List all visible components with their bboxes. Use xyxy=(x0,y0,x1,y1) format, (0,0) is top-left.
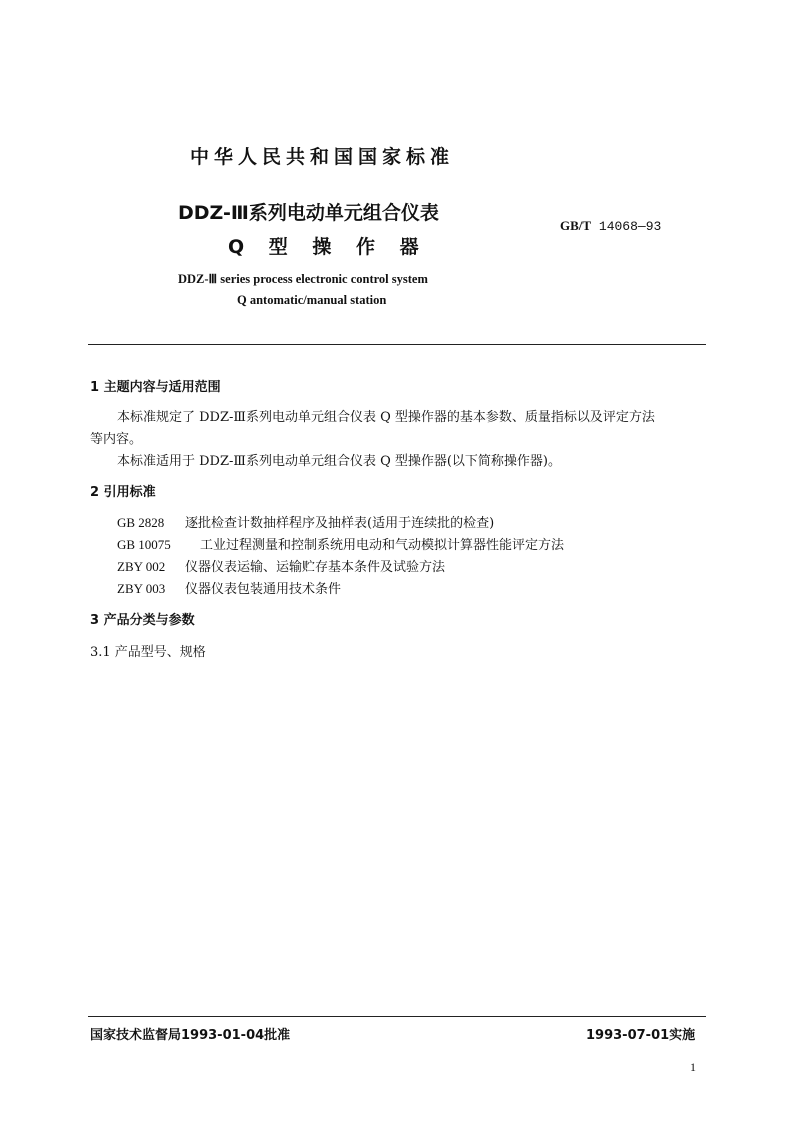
effective-date: 1993-07-01实施 xyxy=(586,1028,696,1043)
section-3-heading: 3 产品分类与参数 xyxy=(90,613,195,628)
reference-title: 逐批检查计数抽样程序及抽样表(适用于连续批的检查) xyxy=(185,516,495,531)
document-title: DDZ-Ⅲ系列电动单元组合仪表 xyxy=(178,202,439,224)
page-number: 1 xyxy=(690,1060,696,1074)
header-divider xyxy=(88,344,706,345)
standard-code xyxy=(560,218,661,234)
section-1-paragraph-1: 本标准规定了 DDZ-Ⅲ系列电动单元组合仪表 Q 型操作器的基本参数、质量指标以及评定方法 xyxy=(117,410,655,425)
approval-date: 国家技术监督局1993-01-04批准 xyxy=(90,1028,291,1043)
section-2-heading: 2 引用标准 xyxy=(90,485,156,500)
reference-code: ZBY 003 xyxy=(117,581,166,596)
standard-code-prefix: GB/T xyxy=(560,218,592,233)
reference-item xyxy=(117,512,494,531)
standard-code-number: 14068—93 xyxy=(598,219,662,234)
reference-code: GB 2828 xyxy=(117,515,165,530)
reference-item xyxy=(117,534,564,553)
footer-divider xyxy=(88,1016,706,1017)
reference-item xyxy=(117,578,341,597)
reference-title: 工业过程测量和控制系统用电动和气动模拟计算器性能评定方法 xyxy=(200,538,565,553)
section-3-1-heading: 3.1 产品型号、规格 xyxy=(90,645,206,660)
section-1-paragraph-2: 本标准适用于 DDZ-Ⅲ系列电动单元组合仪表 Q 型操作器(以下简称操作器)。 xyxy=(117,454,562,469)
english-title: DDZ-Ⅲ series process electronic control system xyxy=(178,272,428,286)
reference-title: 仪器仪表运输、运输贮存基本条件及试验方法 xyxy=(185,560,446,575)
reference-item xyxy=(117,556,445,575)
english-subtitle: Q antomatic/manual station xyxy=(237,293,387,307)
national-standard-heading: 中华人民共和国国家标准 xyxy=(190,146,455,168)
document-subtitle: Q 型 操 作 器 xyxy=(228,236,420,258)
reference-title: 仪器仪表包装通用技术条件 xyxy=(185,582,342,597)
section-1-paragraph-1-cont: 等内容。 xyxy=(90,432,143,447)
reference-code: GB 10075 xyxy=(117,537,171,552)
section-1-heading: 1 主题内容与适用范围 xyxy=(90,380,221,395)
reference-code: ZBY 002 xyxy=(117,559,166,574)
